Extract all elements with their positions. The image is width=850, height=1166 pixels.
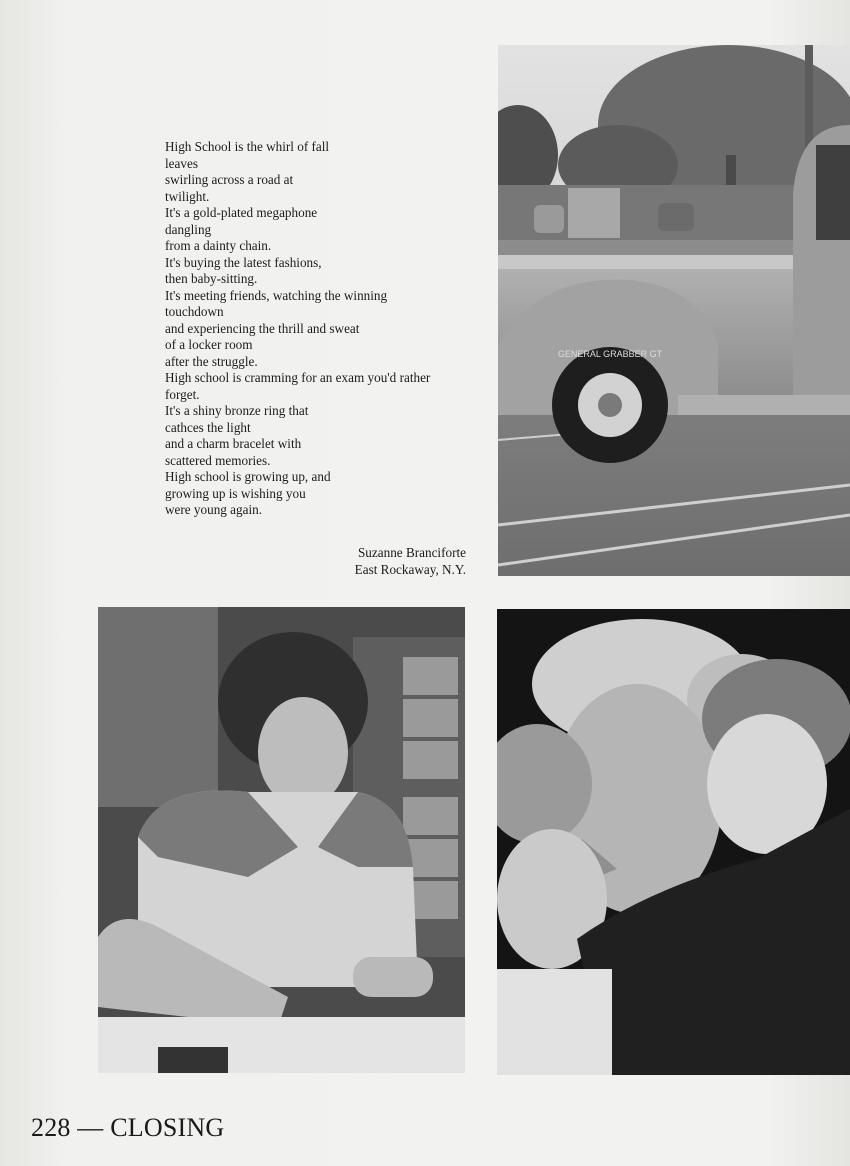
poem-line: and experiencing the thrill and sweat bbox=[165, 320, 360, 336]
masked-figure-graphic bbox=[497, 609, 850, 1075]
folio-separator: — bbox=[70, 1113, 111, 1142]
poem-line: and a charm bracelet with bbox=[165, 436, 302, 451]
poem bbox=[165, 139, 475, 519]
poem-line: after the struggle. bbox=[165, 353, 258, 369]
poem-line: High school is cramming for an exam you'd rather bbox=[165, 370, 431, 385]
poem-line: cathces the light bbox=[165, 419, 251, 435]
page-folio bbox=[31, 1113, 224, 1143]
poem-line: twilight. bbox=[165, 188, 210, 204]
author-location: East Rockaway, N.Y. bbox=[354, 561, 466, 577]
student-writing-graphic bbox=[98, 607, 465, 1073]
page-number: 228 bbox=[31, 1113, 71, 1142]
poem-line: forget. bbox=[165, 386, 200, 402]
author-name: Suzanne Branciforte bbox=[357, 545, 466, 560]
poem-attribution bbox=[300, 545, 466, 578]
poem-line: It's meeting friends, watching the winning bbox=[165, 287, 388, 303]
poem-line: swirling across a road at bbox=[165, 172, 294, 187]
poem-line: from a dainty chain. bbox=[165, 238, 272, 253]
poem-line: It's buying the latest fashions, bbox=[165, 254, 322, 270]
poem-line: dangling bbox=[165, 221, 212, 237]
masked-figure-photo bbox=[497, 609, 850, 1075]
poem-line: then baby-sitting. bbox=[165, 271, 258, 286]
tire-lettering: GENERAL GRABBER GT bbox=[557, 349, 663, 359]
poem-line: It's a gold-plated megaphone bbox=[165, 205, 318, 220]
section-title: CLOSING bbox=[110, 1113, 225, 1142]
poem-line: scattered memories. bbox=[165, 452, 271, 468]
student-writing-photo bbox=[98, 607, 465, 1073]
poem-line: growing up is wishing you bbox=[165, 485, 306, 501]
truck-photo bbox=[498, 45, 850, 576]
poem-line: High School is the whirl of fall bbox=[165, 139, 330, 154]
poem-line: leaves bbox=[165, 155, 198, 171]
poem-line: touchdown bbox=[165, 304, 224, 319]
poem-line: High school is growing up, and bbox=[165, 469, 331, 484]
truck-photo-graphic bbox=[498, 45, 850, 576]
poem-line: of a locker room bbox=[165, 337, 253, 352]
poem-line: were young again. bbox=[165, 502, 263, 517]
poem-line: It's a shiny bronze ring that bbox=[165, 403, 309, 418]
